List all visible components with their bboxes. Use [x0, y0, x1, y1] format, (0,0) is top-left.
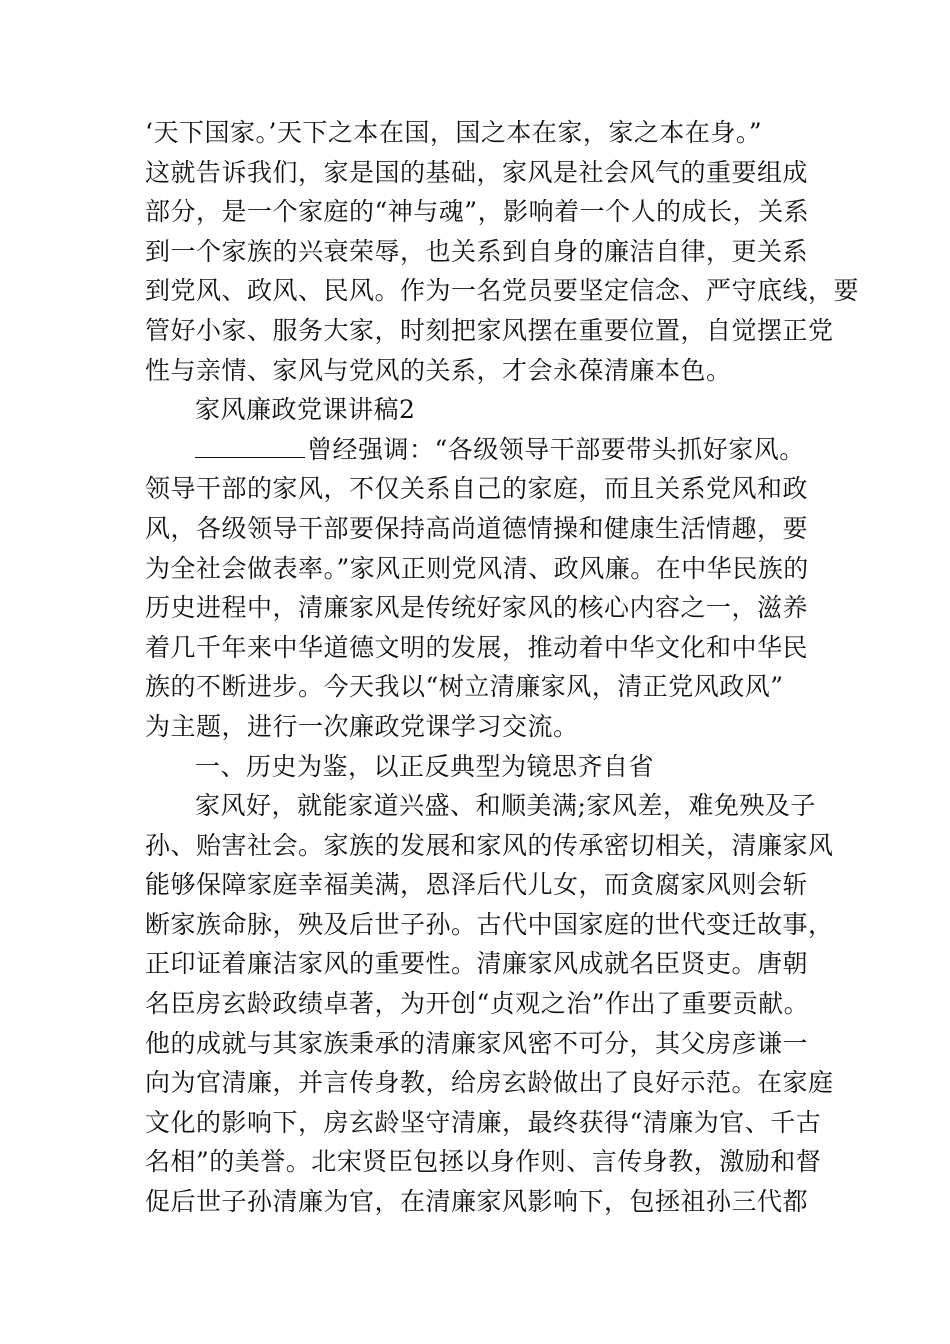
text-line: ‘天下国家。’天下之本在国，国之本在家，家之本在身。”: [145, 118, 763, 147]
text-line: 领导干部的家风，不仅关系自己的家庭，而且关系党风和政: [145, 474, 809, 504]
text-line: 这就告诉我们，家是国的基础，家风是社会风气的重要组成: [145, 157, 809, 187]
text-line: 文化的影响下，房玄龄坚守清廉，最终获得“清廉为官、千古: [145, 1107, 822, 1137]
text-line: 能够保障家庭幸福美满，恩泽后代儿女，而贪腐家风则会斩: [145, 870, 809, 900]
text-line: 为全社会做表率。”家风正则党风清、政风廉。在中华民族的: [145, 553, 809, 583]
text-line: 促后世子孙清廉为官，在清廉家风影响下，包拯祖孙三代都: [145, 1187, 809, 1217]
text-line: 部分，是一个家庭的“神与魂”，影响着一个人的成长，关系: [145, 197, 810, 227]
fill-blank: [195, 431, 305, 458]
text-line: 性与亲情、家风与党风的关系，才会永葆清廉本色。: [145, 355, 732, 385]
text-line: 风，各级领导干部要保持高尚道德情操和健康生活情趣，要: [145, 513, 809, 543]
text-line: 断家族命脉，殃及后世子孙。古代中国家庭的世代变迁故事，: [145, 909, 834, 939]
text-line: 到一个家族的兴衰荣辱，也关系到自身的廉洁自律，更关系: [145, 236, 809, 266]
text-line: 家风好，就能家道兴盛、和顺美满;家风差，难免殃及子: [195, 791, 816, 821]
text-line-content: 曾经强调：“各级领导干部要带头抓好家风。: [307, 434, 805, 464]
text-line: 历史进程中，清廉家风是传统好家风的核心内容之一，滋养: [145, 593, 809, 623]
text-line: 名相”的美誉。北宋贤臣包拯以身作则、言传身教，激励和督: [145, 1147, 822, 1177]
text-line: 到党风、政风、民风。作为一名党员要坚定信念、严守底线，要: [145, 276, 860, 306]
text-line-with-blank: [145, 430, 830, 470]
text-line: 着几千年来中华道德文明的发展，推动着中华文化和中华民: [145, 632, 809, 662]
text-line: 孙、贻害社会。家族的发展和家风的传承密切相关，清廉家风: [145, 830, 834, 860]
section-title: 家风廉政党课讲稿2: [195, 395, 416, 425]
text-line: 正印证着廉洁家风的重要性。清廉家风成就名臣贤吏。唐朝: [145, 949, 809, 979]
document-body: [145, 113, 860, 1222]
section-heading: 一、历史为鉴，以正反典型为镜思齐自省: [195, 751, 655, 781]
text-line: 名臣房玄龄政绩卓著，为开创“贞观之治”作出了重要贡献。: [145, 989, 810, 1019]
text-line: 族的不断进步。今天我以“树立清廉家风，清正党风政风”: [145, 672, 784, 702]
text-line: 向为官清廉，并言传身教，给房玄龄做出了良好示范。在家庭: [145, 1068, 834, 1098]
text-line: 他的成就与其家族秉承的清廉家风密不可分，其父房彦谦一: [145, 1028, 809, 1058]
text-line: 管好小家、服务大家，时刻把家风摆在重要位置，自觉摆正党: [145, 315, 834, 345]
text-line: 为主题，进行一次廉政党课学习交流。: [145, 711, 579, 741]
